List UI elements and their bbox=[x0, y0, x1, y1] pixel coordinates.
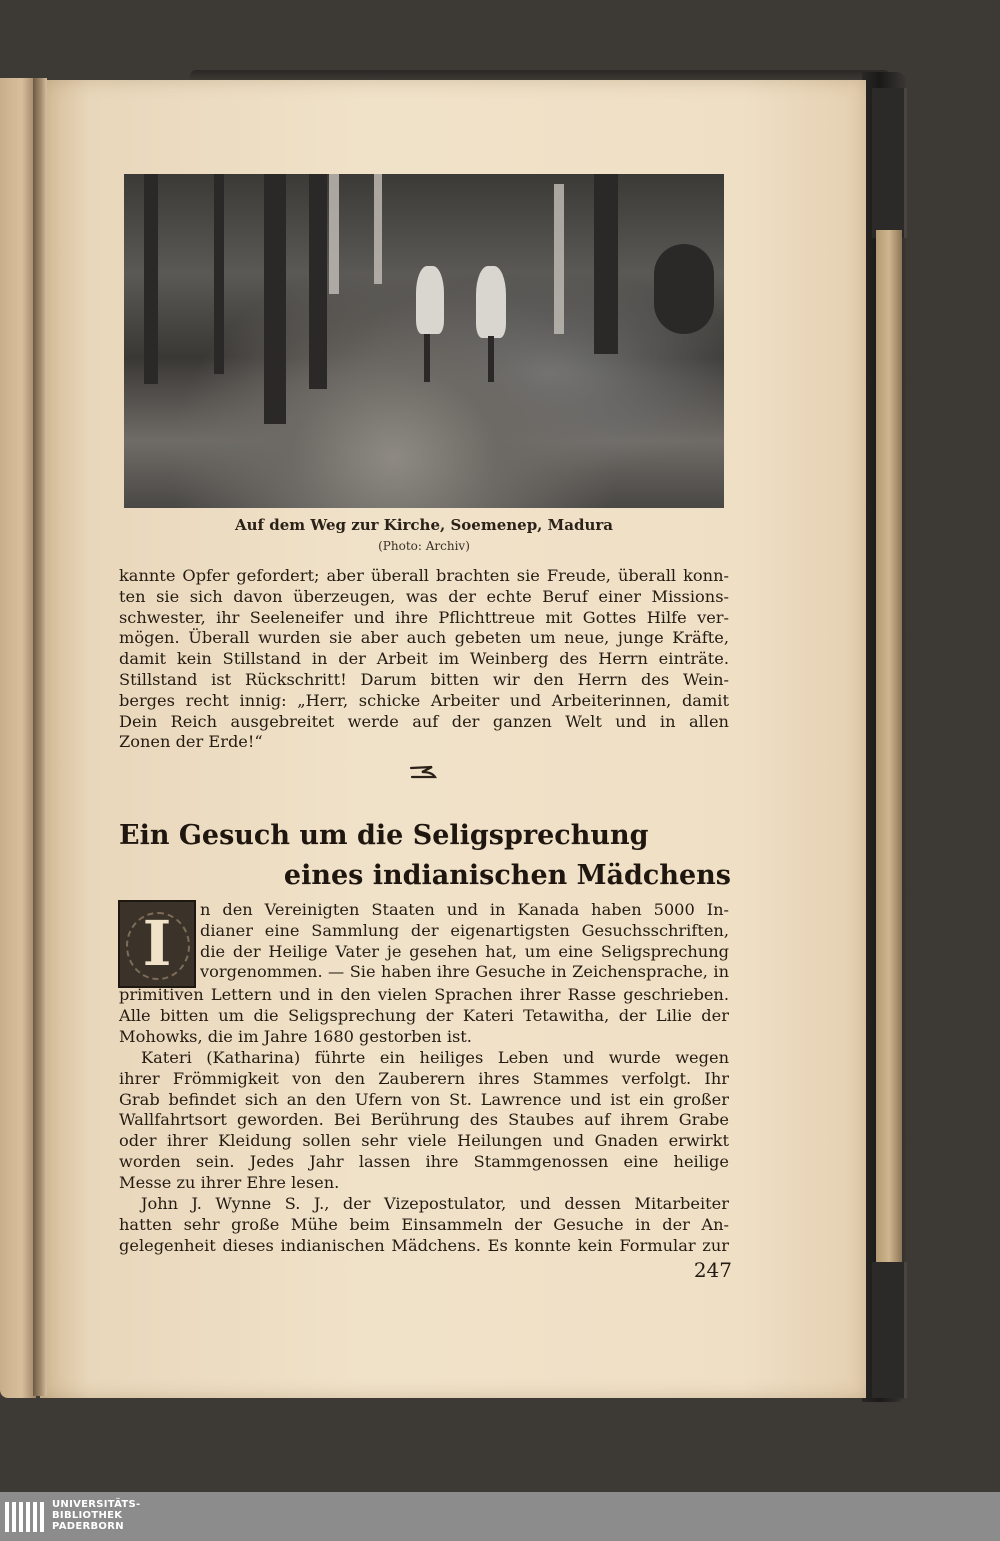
page-edges bbox=[876, 230, 902, 1270]
cover-corner-top bbox=[872, 88, 907, 238]
library-line-1: UNIVERSITÄTS- bbox=[52, 1499, 141, 1510]
library-logo-icon bbox=[4, 1498, 46, 1534]
text-line: hatten sehr große Mühe beim Einsammeln der Gesuche in der An- bbox=[119, 1214, 729, 1234]
library-line-2: BIBLIOTHEK bbox=[52, 1510, 123, 1521]
text-line: berges recht innig: „Herr, schicke Arbeiter und Arbeiterinnen, damit bbox=[119, 690, 729, 710]
article-title-line-2: eines indianischen Mädchens bbox=[283, 860, 731, 891]
library-line-3: PADERBORN bbox=[52, 1521, 124, 1532]
text-line: Wallfahrtsort geworden. Bei Berührung des Staubes auf ihrem Grabe bbox=[119, 1110, 729, 1130]
paragraph-top bbox=[119, 566, 729, 753]
paragraph-3 bbox=[119, 1194, 729, 1256]
drop-cap-letter: I bbox=[142, 907, 172, 980]
text-line: die der Heilige Vater je gesehen hat, um eine Seligsprechung bbox=[200, 941, 729, 961]
library-footer bbox=[0, 1492, 1000, 1541]
text-line: Grab befindet sich an den Ufern von St. Lawrence und ist ein großer bbox=[119, 1089, 729, 1109]
text-line: Dein Reich ausgebreitet werde auf der ganzen Welt und in allen bbox=[119, 711, 729, 731]
text-line: n den Vereinigten Staaten und in Kanada haben 5000 In- bbox=[200, 900, 729, 919]
paragraph-1-rest bbox=[119, 985, 729, 1047]
text-line: schwester, ihr Seeleneifer und ihre Pflichttreue mit Gottes Hilfe ver- bbox=[119, 607, 729, 627]
text-line: Zonen der Erde!“ bbox=[119, 732, 263, 752]
text-line: gelegenheit dieses indianischen Mädchens. Es konnte kein Formular zur bbox=[119, 1235, 729, 1255]
section-ornament bbox=[408, 764, 438, 780]
text-line: damit kein Stillstand in der Arbeit im Weinberg des Herrn einträte. bbox=[119, 649, 729, 669]
photo-nuns-on-bicycles bbox=[124, 174, 724, 508]
drop-cap bbox=[118, 900, 196, 988]
text-line: Kateri (Katharina) führte ein heiliges Leben und wurde wegen bbox=[141, 1048, 729, 1067]
text-line: dianer eine Sammlung der eigenartigsten Gesuchsschriften, bbox=[200, 920, 729, 940]
photo-caption: Auf dem Weg zur Kirche, Soemenep, Madura bbox=[235, 516, 613, 534]
text-line: Messe zu ihrer Ehre lesen. bbox=[119, 1172, 340, 1192]
text-line: oder ihrer Kleidung sollen sehr viele Heilungen und Gnaden erwirkt bbox=[119, 1131, 729, 1151]
library-logo-text bbox=[52, 1499, 141, 1532]
text-line: kannte Opfer gefordert; aber überall brachten sie Freude, überall konn- bbox=[119, 566, 729, 585]
cover-corner-bottom bbox=[872, 1262, 907, 1398]
text-line: primitiven Lettern und in den vielen Sprachen ihrer Rasse geschrieben. bbox=[119, 985, 729, 1004]
text-line: ten sie sich davon überzeugen, was der echte Beruf einer Missions- bbox=[119, 586, 729, 606]
photo-credit: (Photo: Archiv) bbox=[378, 539, 470, 553]
paragraph-2 bbox=[119, 1048, 729, 1194]
book-gutter bbox=[33, 78, 47, 1396]
paragraph-intro bbox=[200, 900, 729, 983]
page-number: 247 bbox=[693, 1258, 732, 1282]
text-line: Stillstand ist Rückschritt! Darum bitten wir den Herrn des Wein- bbox=[119, 669, 729, 689]
left-page-edge bbox=[0, 78, 36, 1398]
text-line: John J. Wynne S. J., der Vizepostulator, und dessen Mitarbeiter bbox=[141, 1194, 729, 1213]
text-line: Mohowks, die im Jahre 1680 gestorben ist. bbox=[119, 1026, 472, 1046]
text-line: mögen. Überall wurden sie aber auch gebeten um neue, junge Kräfte, bbox=[119, 628, 729, 648]
article-title-line-1: Ein Gesuch um die Seligsprechung bbox=[119, 820, 649, 851]
text-line: Alle bitten um die Seligsprechung der Kateri Tetawitha, der Lilie der bbox=[119, 1005, 729, 1025]
text-line: worden sein. Jedes Jahr lassen ihre Stammgenossen eine heilige bbox=[119, 1151, 729, 1171]
text-line: ihrer Frömmigkeit von den Zauberern ihres Stammes verfolgt. Ihr bbox=[119, 1068, 729, 1088]
text-line: vorgenommen. — Sie haben ihre Gesuche in Zeichensprache, in bbox=[200, 962, 729, 982]
